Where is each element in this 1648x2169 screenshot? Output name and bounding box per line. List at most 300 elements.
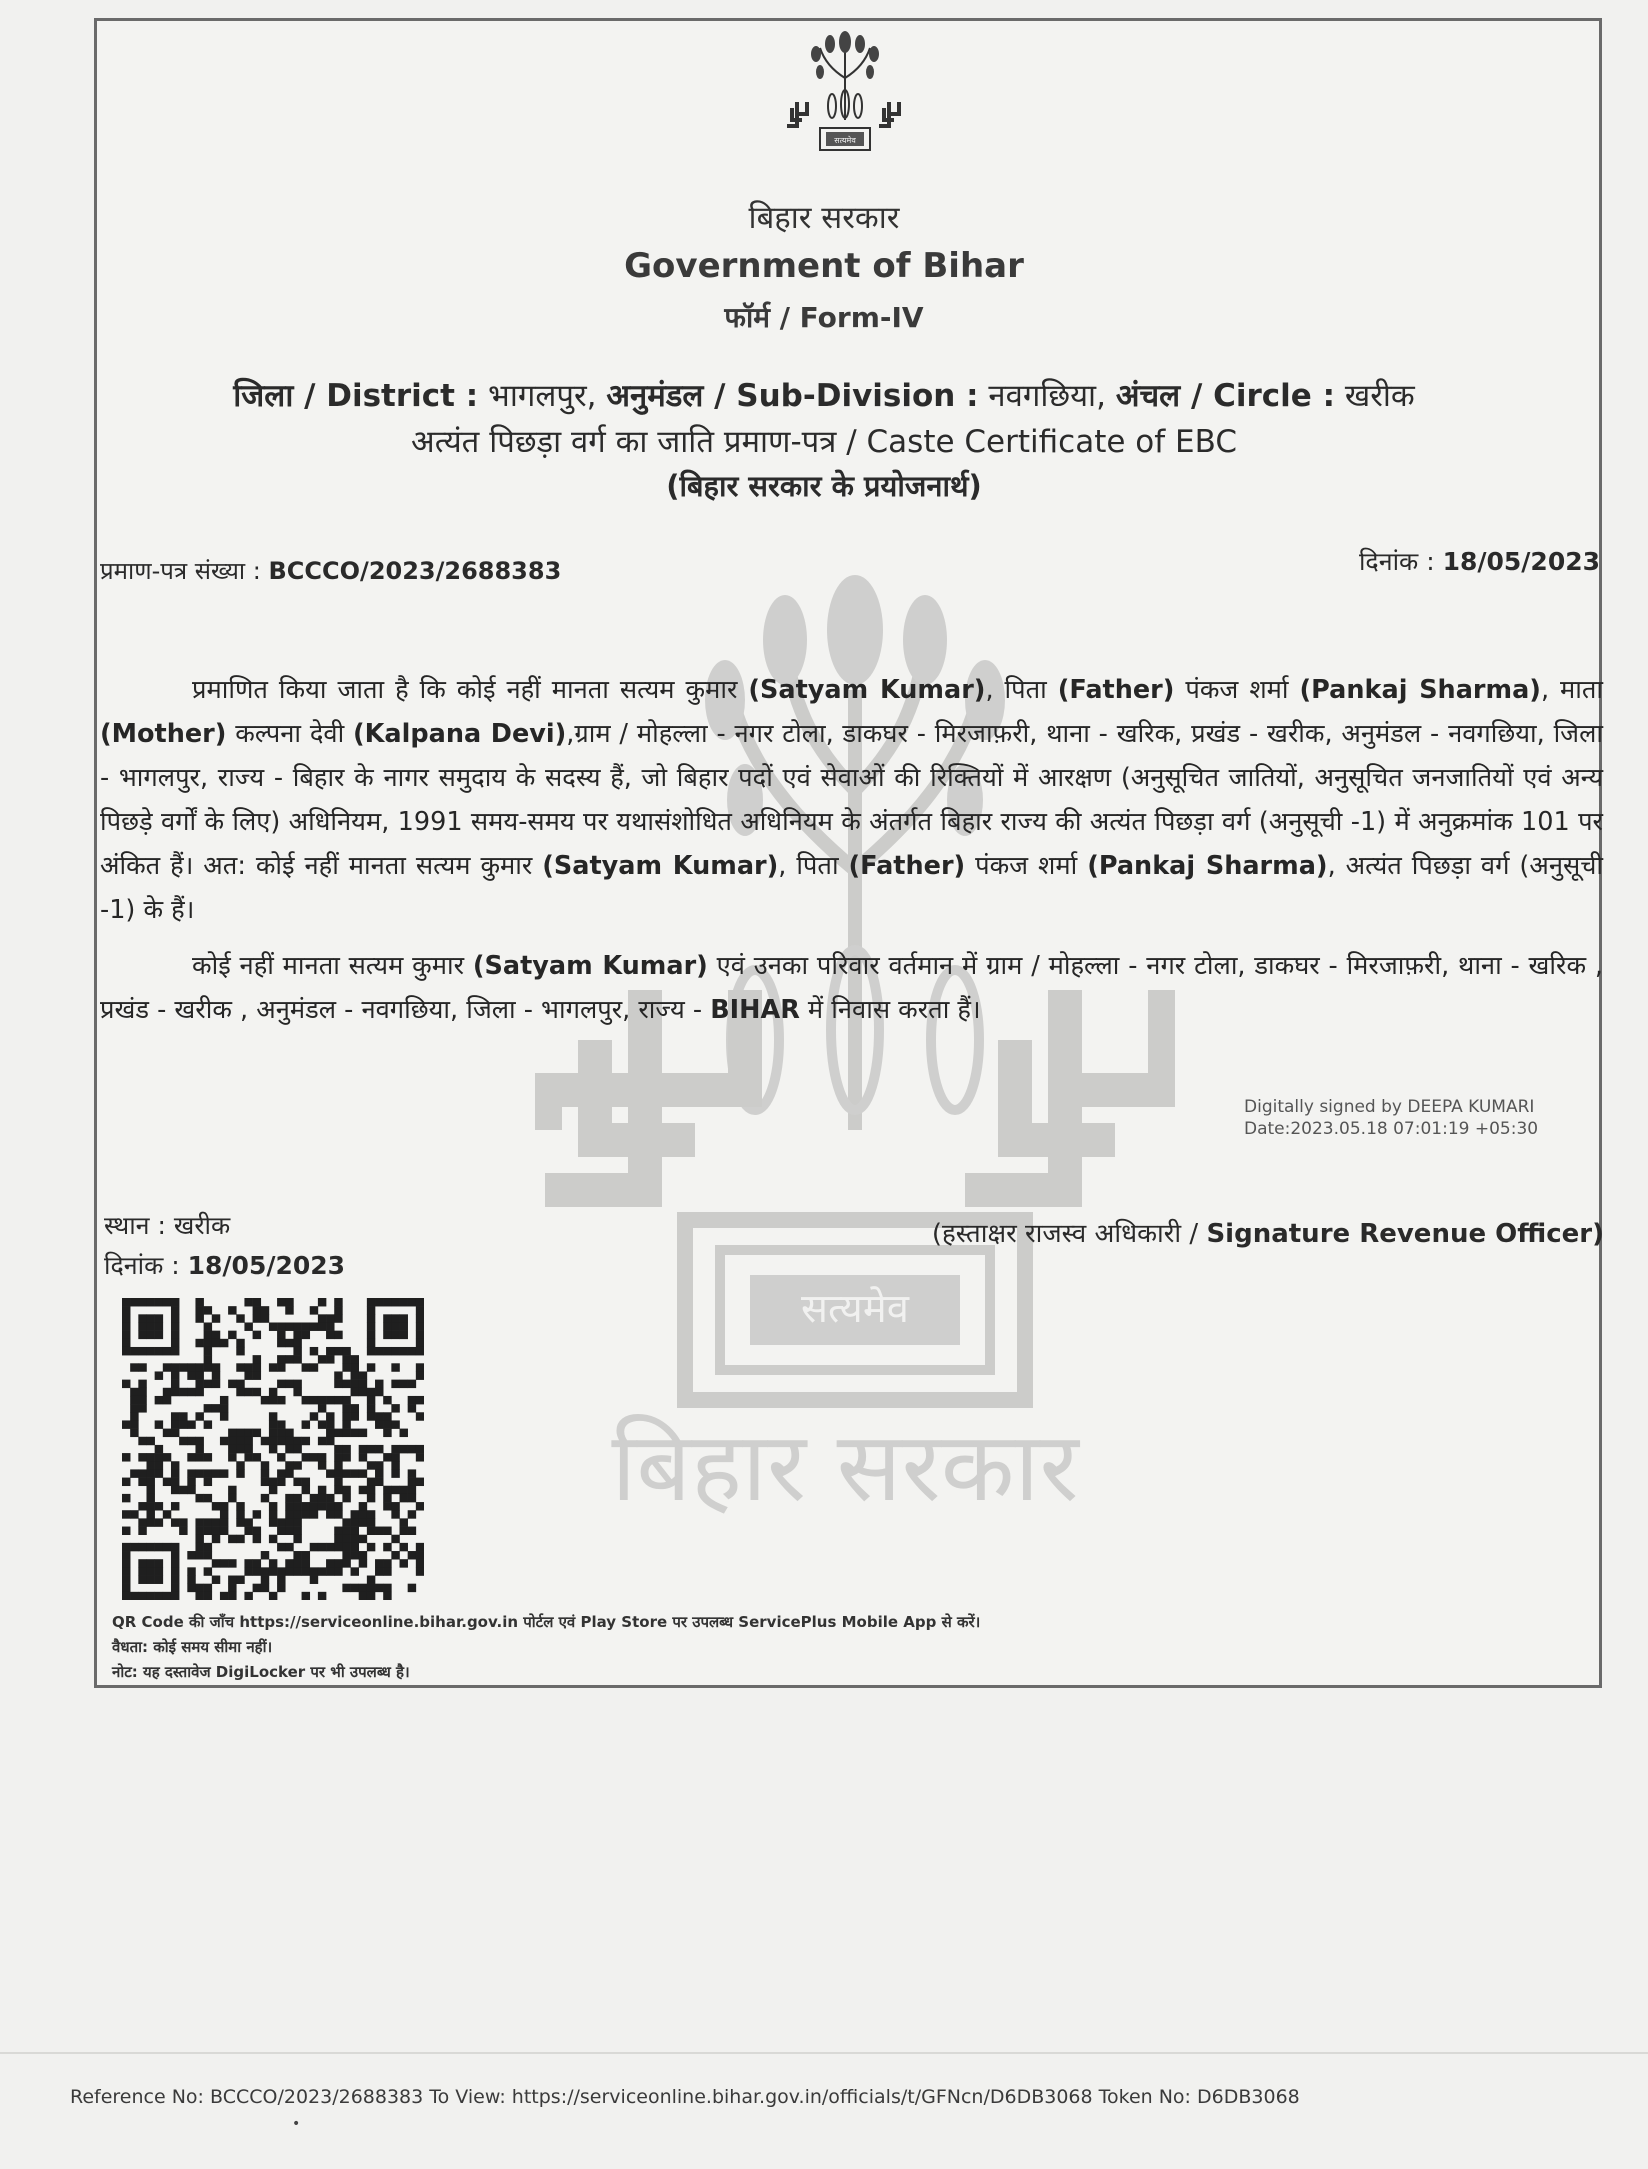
qr-module <box>195 1469 203 1477</box>
qr-module <box>318 1486 326 1494</box>
qr-module <box>212 1502 220 1510</box>
qr-module <box>391 1453 399 1461</box>
qr-module <box>146 1502 154 1510</box>
qr-module <box>293 1535 301 1543</box>
qr-module <box>351 1543 359 1551</box>
qr-module <box>195 1314 203 1322</box>
qr-module <box>253 1306 261 1314</box>
qr-module <box>155 1347 163 1355</box>
qr-module <box>171 1306 179 1314</box>
qr-module <box>334 1396 342 1404</box>
qr-module <box>342 1363 350 1371</box>
qr-module <box>261 1478 269 1486</box>
qr-module <box>293 1567 301 1575</box>
qr-module <box>277 1469 285 1477</box>
qr-module <box>146 1298 154 1306</box>
qr-module <box>391 1347 399 1355</box>
qr-module <box>277 1453 285 1461</box>
qr-module <box>122 1478 130 1486</box>
qr-module <box>367 1339 375 1347</box>
qr-module <box>383 1331 391 1339</box>
district-value: भागलपुर, <box>488 378 597 414</box>
qr-module <box>163 1543 171 1551</box>
qr-module <box>212 1314 220 1322</box>
qr-module <box>146 1437 154 1445</box>
qr-module <box>155 1461 163 1469</box>
qr-module <box>212 1363 220 1371</box>
qr-module <box>302 1502 310 1510</box>
qr-module <box>187 1576 195 1584</box>
qr-module <box>236 1314 244 1322</box>
qr-module <box>351 1404 359 1412</box>
qr-module <box>400 1543 408 1551</box>
certificate-number-value: BCCCO/2023/2688383 <box>268 557 562 585</box>
qr-module <box>408 1584 416 1592</box>
qr-module <box>171 1518 179 1526</box>
qr-module <box>236 1339 244 1347</box>
qr-module <box>146 1453 154 1461</box>
qr-module <box>334 1535 342 1543</box>
qr-module <box>416 1339 424 1347</box>
qr-module <box>416 1567 424 1575</box>
qr-module <box>122 1314 130 1322</box>
qr-module <box>302 1559 310 1567</box>
qr-module <box>187 1469 195 1477</box>
qr-module <box>375 1527 383 1535</box>
qr-module <box>179 1518 187 1526</box>
qr-module <box>285 1559 293 1567</box>
qr-module <box>351 1380 359 1388</box>
qr-module <box>326 1396 334 1404</box>
qr-module <box>285 1461 293 1469</box>
qr-module <box>261 1584 269 1592</box>
qr-module <box>293 1339 301 1347</box>
qr-module <box>236 1445 244 1453</box>
qr-module <box>269 1592 277 1600</box>
qr-module <box>146 1322 154 1330</box>
qr-module <box>204 1380 212 1388</box>
qr-module <box>228 1559 236 1567</box>
qr-module <box>220 1559 228 1567</box>
qr-module <box>318 1453 326 1461</box>
qr-module <box>146 1331 154 1339</box>
qr-module <box>383 1486 391 1494</box>
qr-module <box>416 1412 424 1420</box>
qr-module <box>310 1412 318 1420</box>
qr-module <box>212 1371 220 1379</box>
qr-module <box>212 1559 220 1567</box>
qr-module <box>253 1510 261 1518</box>
qr-module <box>302 1592 310 1600</box>
qr-module <box>130 1363 138 1371</box>
certificate-title: अत्यंत पिछड़ा वर्ग का जाति प्रमाण-पत्र / Caste Certificate of EBC <box>411 424 1237 460</box>
qr-module <box>146 1543 154 1551</box>
qr-module <box>310 1363 318 1371</box>
qr-module <box>293 1502 301 1510</box>
qr-module <box>383 1584 391 1592</box>
qr-module <box>367 1388 375 1396</box>
qr-module <box>383 1396 391 1404</box>
qr-module <box>269 1510 277 1518</box>
qr-module <box>302 1567 310 1575</box>
qr-module <box>228 1306 236 1314</box>
qr-module <box>351 1429 359 1437</box>
district-label: जिला / District : <box>233 378 479 414</box>
qr-module <box>195 1592 203 1600</box>
qr-module <box>146 1347 154 1355</box>
qr-module <box>416 1314 424 1322</box>
qr-module <box>342 1445 350 1453</box>
qr-module <box>326 1567 334 1575</box>
qr-module <box>359 1371 367 1379</box>
certificate-number-label: प्रमाण-पत्र संख्या : <box>100 557 261 585</box>
qr-module <box>130 1592 138 1600</box>
qr-module <box>367 1322 375 1330</box>
qr-module <box>318 1461 326 1469</box>
signature-label: (हस्ताक्षर राजस्व अधिकारी / Signature Revenue Officer) <box>931 1219 1604 1249</box>
qr-module <box>138 1363 146 1371</box>
circle-label: अंचल / Circle : <box>1115 378 1335 414</box>
qr-module <box>383 1543 391 1551</box>
qr-module <box>130 1469 138 1477</box>
qr-module <box>163 1388 171 1396</box>
qr-module <box>367 1510 375 1518</box>
qr-module <box>293 1551 301 1559</box>
qr-module <box>334 1510 342 1518</box>
qr-module <box>367 1494 375 1502</box>
qr-module <box>179 1412 187 1420</box>
qr-module <box>122 1510 130 1518</box>
qr-module <box>253 1331 261 1339</box>
qr-module <box>293 1518 301 1526</box>
qr-module <box>253 1429 261 1437</box>
qr-module <box>236 1576 244 1584</box>
qr-module <box>220 1339 228 1347</box>
location-line <box>0 374 1648 416</box>
qr-module <box>146 1486 154 1494</box>
qr-module <box>253 1388 261 1396</box>
notes <box>112 1610 980 1685</box>
qr-module <box>326 1494 334 1502</box>
qr-module <box>277 1363 285 1371</box>
qr-module <box>204 1339 212 1347</box>
qr-module <box>367 1298 375 1306</box>
note-validity: वैधता: कोई समय सीमा नहीं। <box>112 1638 273 1656</box>
qr-module <box>359 1388 367 1396</box>
qr-module <box>228 1429 236 1437</box>
qr-module <box>293 1322 301 1330</box>
qr-module <box>212 1518 220 1526</box>
qr-module <box>195 1445 203 1453</box>
qr-module <box>204 1404 212 1412</box>
qr-module <box>155 1331 163 1339</box>
qr-module <box>367 1445 375 1453</box>
qr-module <box>236 1380 244 1388</box>
qr-module <box>351 1535 359 1543</box>
qr-module <box>326 1510 334 1518</box>
qr-module <box>204 1494 212 1502</box>
qr-module <box>155 1518 163 1526</box>
qr-module <box>195 1453 203 1461</box>
qr-module <box>293 1388 301 1396</box>
qr-module <box>220 1404 228 1412</box>
qr-module <box>269 1437 277 1445</box>
qr-module <box>285 1518 293 1526</box>
qr-module <box>155 1298 163 1306</box>
qr-module <box>261 1551 269 1559</box>
qr-module <box>277 1355 285 1363</box>
qr-module <box>244 1453 252 1461</box>
qr-module <box>391 1380 399 1388</box>
qr-module <box>416 1322 424 1330</box>
qr-module <box>146 1592 154 1600</box>
qr-module <box>138 1314 146 1322</box>
qr-module <box>318 1592 326 1600</box>
qr-module <box>155 1445 163 1453</box>
qr-module <box>416 1453 424 1461</box>
qr-module <box>400 1347 408 1355</box>
qr-module <box>236 1388 244 1396</box>
subdivision-value: नवगछिया, <box>988 378 1106 414</box>
qr-module <box>293 1437 301 1445</box>
qr-module <box>334 1429 342 1437</box>
qr-module <box>220 1518 228 1526</box>
qr-module <box>204 1478 212 1486</box>
qr-module <box>359 1518 367 1526</box>
qr-module <box>408 1469 416 1477</box>
qr-module <box>342 1355 350 1363</box>
qr-module <box>253 1363 261 1371</box>
qr-module <box>269 1388 277 1396</box>
qr-module <box>171 1584 179 1592</box>
qr-module <box>195 1298 203 1306</box>
qr-module <box>318 1502 326 1510</box>
qr-module <box>187 1388 195 1396</box>
qr-module <box>122 1559 130 1567</box>
qr-module <box>138 1576 146 1584</box>
certificate-date-label: दिनांक : <box>1358 547 1435 576</box>
qr-module <box>277 1339 285 1347</box>
qr-module <box>383 1322 391 1330</box>
qr-module <box>318 1567 326 1575</box>
qr-module <box>244 1437 252 1445</box>
qr-module <box>269 1429 277 1437</box>
qr-module <box>400 1322 408 1330</box>
qr-module <box>261 1314 269 1322</box>
qr-module <box>130 1412 138 1420</box>
certificate-date-value: 18/05/2023 <box>1442 547 1600 576</box>
qr-module <box>342 1486 350 1494</box>
qr-module <box>261 1396 269 1404</box>
subdivision-label: अनुमंडल / Sub-Division : <box>606 378 979 414</box>
qr-module <box>375 1461 383 1469</box>
qr-module <box>359 1502 367 1510</box>
place-label: स्थान : खरीक <box>104 1211 231 1240</box>
qr-module <box>383 1527 391 1535</box>
qr-module <box>138 1527 146 1535</box>
qr-module <box>359 1486 367 1494</box>
qr-module <box>269 1445 277 1453</box>
qr-module <box>334 1478 342 1486</box>
qr-module <box>269 1518 277 1526</box>
qr-module <box>416 1331 424 1339</box>
qr-module <box>212 1339 220 1347</box>
qr-module <box>130 1510 138 1518</box>
note-digilocker: नोट: यह दस्तावेज DigiLocker पर भी उपलब्ध है। <box>112 1663 410 1681</box>
body-paragraph-1: प्रमाणित किया जाता है कि कोई नहीं मानता सत्यम कुमार (Satyam Kumar), पिता (Father) पंकज शर्मा (Pankaj Sharma), माता (Mother) कल्पना देवी (Kalpana Devi),ग्राम / मोहल्ला - नगर टोला, डाकघर - मिरजाफ़री, थाना - खरिक, प्रखंड - खरीक, अनुमंडल - नवगछिया, जिला - भागलपुर, राज्य - बिहार के नागर समुदाय के सदस्य हैं, जो बिहार पदों एवं सेवाओं की रिक्तियों में आरक्षण (अनुसूचित जातियों, अनुसूचित जनजातियों एवं अन्य पिछड़े वर्गों के लिए) अधिनियम, 1991 समय-समय पर यथासंशोधित अधिनियम के अंतर्गत बिहार राज्य की अत्यंत पिछड़ा वर्ग (अनुसूची -1) में अनुक्रमांक 101 पर अंकित हैं। अत: कोई नहीं मानता सत्यम कुमार (Satyam Kumar), पिता (Father) पंकज शर्मा (Pankaj Sharma), अत्यंत पिछड़ा वर्ग (अनुसूची -1) के हैं। <box>100 675 1604 925</box>
qr-module <box>391 1363 399 1371</box>
qr-module <box>187 1567 195 1575</box>
qr-module <box>204 1518 212 1526</box>
qr-module <box>122 1453 130 1461</box>
qr-module <box>122 1576 130 1584</box>
qr-module <box>391 1551 399 1559</box>
qr-module <box>400 1518 408 1526</box>
qr-module <box>302 1363 310 1371</box>
qr-module <box>195 1535 203 1543</box>
qr-module <box>334 1380 342 1388</box>
qr-module <box>155 1567 163 1575</box>
qr-module <box>236 1429 244 1437</box>
qr-module <box>334 1306 342 1314</box>
qr-module <box>155 1543 163 1551</box>
qr-module <box>253 1355 261 1363</box>
qr-module <box>228 1331 236 1339</box>
qr-module <box>155 1314 163 1322</box>
qr-module <box>244 1527 252 1535</box>
qr-module <box>277 1429 285 1437</box>
qr-module <box>138 1559 146 1567</box>
qr-module <box>285 1502 293 1510</box>
qr-module <box>212 1535 220 1543</box>
qr-module <box>318 1437 326 1445</box>
qr-module <box>244 1429 252 1437</box>
qr-module <box>212 1576 220 1584</box>
certificate-purpose: (बिहार सरकार के प्रयोजनार्थ) <box>666 469 982 503</box>
qr-module <box>204 1420 212 1428</box>
qr-module <box>310 1543 318 1551</box>
qr-module <box>171 1314 179 1322</box>
qr-module <box>408 1478 416 1486</box>
qr-module <box>155 1592 163 1600</box>
qr-module <box>400 1559 408 1567</box>
qr-module <box>138 1298 146 1306</box>
qr-module <box>195 1551 203 1559</box>
qr-module <box>383 1494 391 1502</box>
qr-module <box>400 1486 408 1494</box>
qr-module <box>138 1453 146 1461</box>
qr-module <box>228 1584 236 1592</box>
qr-module <box>130 1543 138 1551</box>
qr-module <box>367 1576 375 1584</box>
qr-module <box>318 1322 326 1330</box>
qr-module <box>195 1437 203 1445</box>
qr-module <box>326 1314 334 1322</box>
qr-module <box>285 1527 293 1535</box>
qr-module <box>416 1551 424 1559</box>
qr-module <box>416 1396 424 1404</box>
qr-module <box>416 1347 424 1355</box>
qr-module <box>277 1576 285 1584</box>
qr-module <box>220 1437 228 1445</box>
qr-module <box>293 1559 301 1567</box>
qr-module <box>408 1404 416 1412</box>
qr-module <box>277 1543 285 1551</box>
qr-module <box>130 1388 138 1396</box>
qr-module <box>122 1494 130 1502</box>
qr-module <box>122 1584 130 1592</box>
qr-module <box>228 1494 236 1502</box>
qr-module <box>195 1371 203 1379</box>
qr-module <box>195 1543 203 1551</box>
circle-value: खरीक <box>1344 378 1415 414</box>
qr-module <box>269 1396 277 1404</box>
qr-module <box>367 1527 375 1535</box>
place-block <box>104 1206 345 1286</box>
qr-module <box>383 1559 391 1567</box>
qr-module <box>293 1510 301 1518</box>
qr-module <box>351 1551 359 1559</box>
qr-module <box>408 1298 416 1306</box>
qr-module <box>195 1584 203 1592</box>
qr-module <box>122 1551 130 1559</box>
qr-module <box>187 1478 195 1486</box>
qr-module <box>228 1437 236 1445</box>
qr-module <box>351 1363 359 1371</box>
qr-module <box>400 1298 408 1306</box>
qr-module <box>334 1486 342 1494</box>
qr-module <box>416 1445 424 1453</box>
qr-code-icon <box>122 1298 424 1600</box>
qr-module <box>310 1567 318 1575</box>
qr-module <box>171 1461 179 1469</box>
qr-module <box>179 1420 187 1428</box>
qr-module <box>204 1306 212 1314</box>
qr-module <box>383 1592 391 1600</box>
qr-module <box>220 1396 228 1404</box>
qr-module <box>253 1567 261 1575</box>
qr-module <box>367 1486 375 1494</box>
qr-module <box>310 1306 318 1314</box>
qr-module <box>253 1453 261 1461</box>
qr-module <box>155 1322 163 1330</box>
qr-module <box>204 1469 212 1477</box>
qr-module <box>204 1584 212 1592</box>
qr-module <box>310 1494 318 1502</box>
qr-module <box>171 1551 179 1559</box>
qr-module <box>236 1347 244 1355</box>
qr-module <box>204 1543 212 1551</box>
qr-module <box>334 1543 342 1551</box>
qr-module <box>204 1363 212 1371</box>
qr-module <box>138 1469 146 1477</box>
qr-module <box>204 1322 212 1330</box>
qr-module <box>334 1527 342 1535</box>
qr-module <box>342 1347 350 1355</box>
qr-module <box>383 1347 391 1355</box>
qr-module <box>310 1576 318 1584</box>
qr-module <box>334 1445 342 1453</box>
qr-module <box>171 1339 179 1347</box>
qr-module <box>400 1380 408 1388</box>
qr-module <box>408 1445 416 1453</box>
qr-module <box>130 1347 138 1355</box>
qr-module <box>351 1355 359 1363</box>
qr-module <box>400 1429 408 1437</box>
form-number: फॉर्म / Form-IV <box>724 301 924 334</box>
qr-module <box>122 1306 130 1314</box>
qr-module <box>138 1404 146 1412</box>
